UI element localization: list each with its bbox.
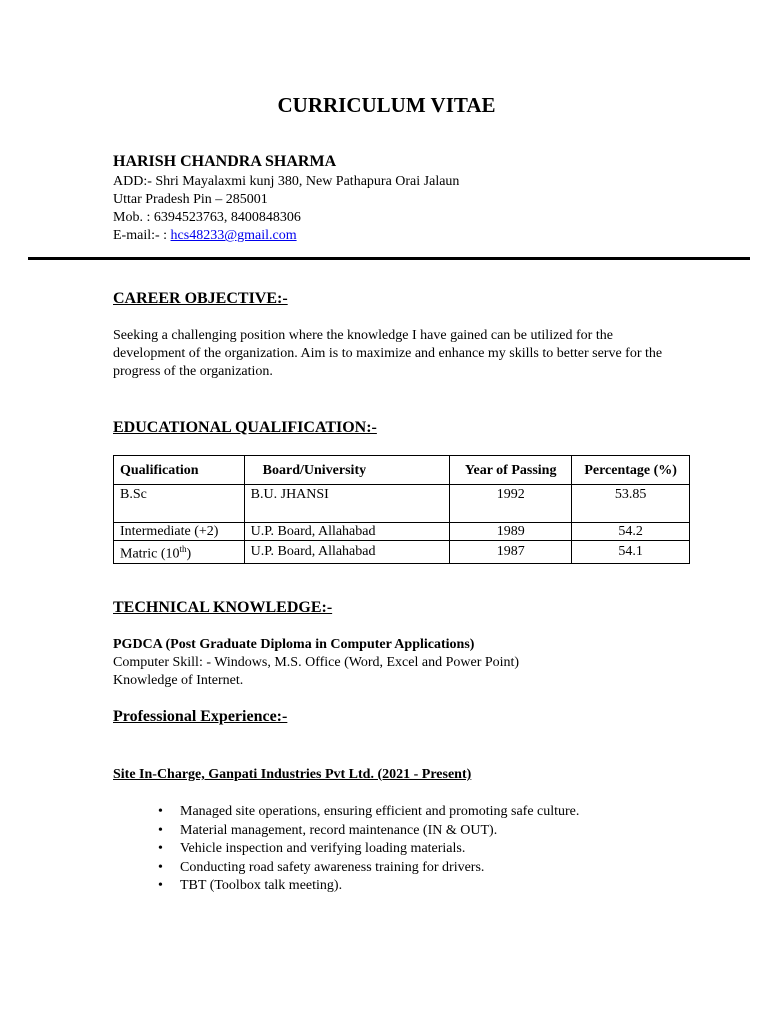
document-title: CURRICULUM VITAE [277, 93, 496, 117]
cell-qualification: Intermediate (+2) [114, 523, 245, 541]
header-divider [28, 257, 750, 260]
email-link[interactable]: hcs48233@gmail.com [170, 228, 297, 243]
career-objective-heading: CAREER OBJECTIVE:- [113, 290, 288, 307]
cell-board: B.U. JHANSI [244, 485, 449, 523]
list-item: • Conducting road safety awareness training for drivers. [180, 859, 579, 878]
cell-qualification [114, 541, 245, 564]
table-row [114, 523, 690, 541]
address-line-1: ADD:- Shri Mayalaxmi kunj 380, New Pathapura Orai Jalaun [113, 174, 460, 189]
technical-course: PGDCA (Post Graduate Diploma in Computer Applications) [113, 637, 475, 652]
cell-percentage: 54.1 [572, 541, 690, 564]
matric-superscript: th [179, 544, 187, 554]
table-row [114, 485, 690, 523]
matric-label: Matric (10 [120, 546, 180, 562]
cell-year: 1989 [450, 523, 572, 541]
education-table [113, 455, 690, 564]
column-header-percentage: Percentage (%) [572, 456, 690, 485]
technical-skills: Computer Skill: - Windows, M.S. Office (Word, Excel and Power Point) [113, 655, 520, 670]
email-row [113, 227, 297, 245]
table-header-row [114, 456, 690, 485]
column-header-board: Board/University [244, 456, 449, 485]
email-label: E-mail:- : [113, 228, 171, 243]
list-item: • Managed site operations, ensuring efficient and promoting safe culture. [180, 803, 579, 822]
education-heading: EDUCATIONAL QUALIFICATION:- [113, 419, 377, 436]
cell-percentage: 54.2 [572, 523, 690, 541]
cell-percentage: 53.85 [572, 485, 690, 523]
column-header-qualification: Qualification [114, 456, 245, 485]
table-row [114, 541, 690, 564]
list-item: • Vehicle inspection and verifying loading materials. [180, 840, 579, 859]
cell-board: U.P. Board, Allahabad [244, 523, 449, 541]
job-title: Site In-Charge, Ganpati Industries Pvt Ltd. (2021 - Present) [113, 767, 472, 782]
matric-close: ) [186, 546, 192, 562]
technical-heading: TECHNICAL KNOWLEDGE:- [113, 599, 333, 616]
cell-year: 1987 [450, 541, 572, 564]
address-line-2: Uttar Pradesh Pin – 285001 [113, 192, 268, 207]
duties-list [138, 803, 579, 896]
career-objective-text: Seeking a challenging position where the knowledge I have gained can be utilized for the development of the organization. Aim is to maximize and enhance my skills to better serve for the progress of the organization. [113, 328, 663, 379]
list-item: • TBT (Toolbox talk meeting). [180, 877, 579, 896]
mobile-numbers: Mob. : 6394523763, 8400848306 [113, 210, 301, 225]
technical-internet: Knowledge of Internet. [113, 673, 244, 688]
cell-qualification: B.Sc [114, 485, 245, 523]
cell-board: U.P. Board, Allahabad [244, 541, 449, 564]
cell-year: 1992 [450, 485, 572, 523]
experience-heading: Professional Experience:- [113, 708, 288, 725]
list-item: • Material management, record maintenance (IN & OUT). [180, 822, 579, 841]
candidate-name: HARISH CHANDRA SHARMA [113, 153, 337, 170]
column-header-year: Year of Passing [450, 456, 572, 485]
